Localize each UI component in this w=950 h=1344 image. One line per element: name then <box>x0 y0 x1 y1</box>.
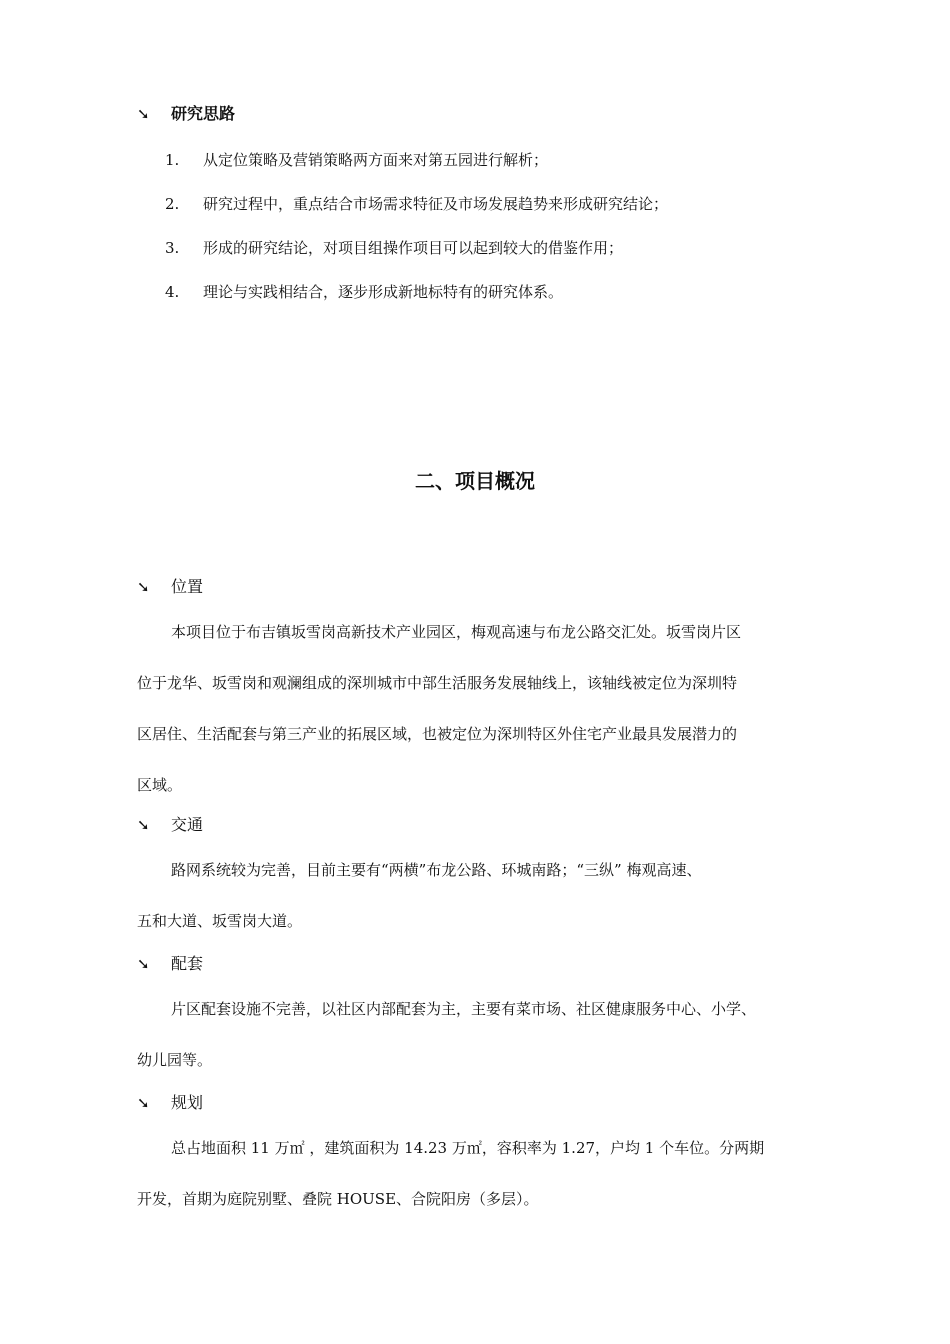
paragraph-line: 幼儿园等。 <box>137 1051 213 1069</box>
paragraph-line: 五和大道、坂雪岗大道。 <box>137 912 303 930</box>
paragraph-line: 区域。 <box>137 776 183 794</box>
section-title: 二、项目概况 <box>415 469 535 493</box>
facilities-paragraph <box>137 984 827 1086</box>
paragraph-line: 区居住、生活配套与第三产业的拓展区域，也被定位为深圳特区外住宅产业最具发展潜力的 <box>137 725 738 743</box>
arrow-bullet-icon: ➘ <box>137 816 150 834</box>
research-heading <box>137 103 235 125</box>
arrow-bullet-icon: ➘ <box>137 1094 150 1112</box>
arrow-bullet-icon: ➘ <box>137 578 150 596</box>
list-item-text: 研究过程中，重点结合市场需求特征及市场发展趋势来形成研究结论； <box>203 195 669 213</box>
traffic-paragraph <box>137 845 827 947</box>
arrow-bullet-icon: ➘ <box>137 955 150 973</box>
arrow-bullet-icon: ➘ <box>137 105 150 123</box>
paragraph-line: 片区配套设施不完善，以社区内部配套为主，主要有菜市场、社区健康服务中心、小学、 <box>171 1000 757 1018</box>
research-heading-label: 研究思路 <box>171 104 236 123</box>
list-item-text: 形成的研究结论，对项目组操作项目可以起到较大的借鉴作用； <box>203 239 624 257</box>
paragraph-line: 总占地面积 11 万㎡ ，建筑面积为 14.23 万㎡，容积率为 1.27，户均 1 个车位。分两期 <box>171 1139 765 1157</box>
planning-paragraph <box>137 1123 827 1225</box>
paragraph-line: 位于龙华、坂雪岗和观澜组成的深圳城市中部生活服务发展轴线上，该轴线被定位为深圳特 <box>137 674 738 692</box>
paragraph-line: 本项目位于布吉镇坂雪岗高新技术产业园区，梅观高速与布龙公路交汇处。坂雪岗片区 <box>171 623 742 641</box>
list-item-number: 4. <box>165 283 180 301</box>
planning-heading <box>137 1092 203 1114</box>
list-item <box>165 281 563 303</box>
list-item-number: 1. <box>165 151 180 169</box>
planning-heading-label: 规划 <box>171 1093 204 1112</box>
list-item-number: 3. <box>165 239 180 257</box>
list-item-text: 理论与实践相结合，逐步形成新地标特有的研究体系。 <box>203 283 564 301</box>
traffic-heading <box>137 814 203 836</box>
list-item <box>165 193 668 215</box>
location-heading-label: 位置 <box>171 577 204 596</box>
location-paragraph <box>137 607 827 811</box>
list-item-text: 从定位策略及营销策略两方面来对第五园进行解析； <box>203 151 549 169</box>
list-item-number: 2. <box>165 195 180 213</box>
list-item <box>165 237 623 259</box>
traffic-heading-label: 交通 <box>171 815 204 834</box>
paragraph-line: 路网系统较为完善，目前主要有“两横”布龙公路、环城南路；“三纵” 梅观高速、 <box>171 861 702 879</box>
paragraph-line: 开发，首期为庭院别墅、叠院 HOUSE、合院阳房（多层）。 <box>137 1190 539 1208</box>
facilities-heading <box>137 953 203 975</box>
list-item <box>165 149 548 171</box>
facilities-heading-label: 配套 <box>171 954 204 973</box>
location-heading <box>137 576 203 598</box>
